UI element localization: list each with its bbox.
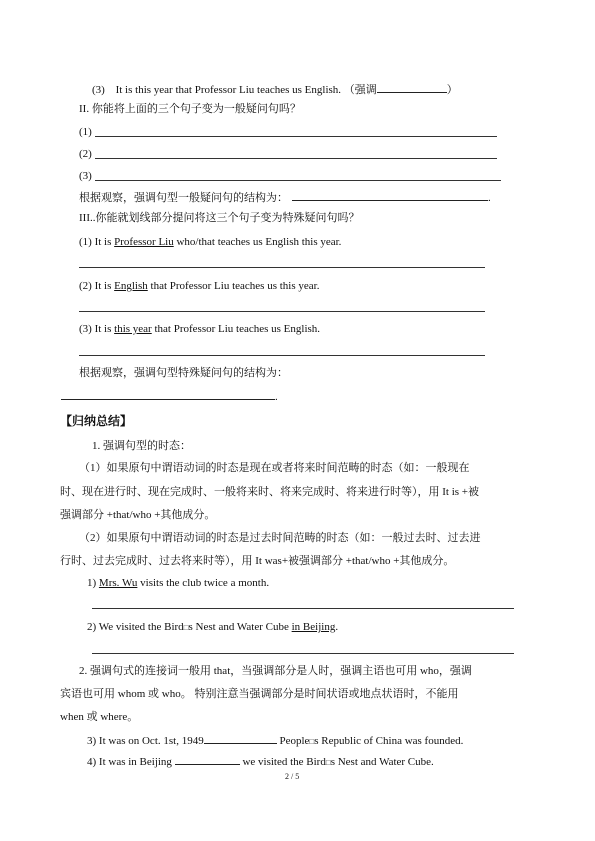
ex1-underlined: Mrs. Wu bbox=[98, 577, 138, 589]
s3-sentence-1 bbox=[79, 235, 341, 249]
s2-post: that Professor Liu teaches us this year. bbox=[147, 280, 320, 292]
structure-blank[interactable] bbox=[292, 189, 488, 201]
s3-pre: (3) It is bbox=[79, 323, 115, 335]
s3-answer-line-3[interactable] bbox=[79, 355, 485, 356]
summary-p2a: （1）如果原句中谓语动词的时态是现在或者将来时间范畴的时态（如：一般现在 bbox=[79, 462, 470, 474]
q2-item-3-label: (3) bbox=[79, 170, 92, 182]
s1-pre: (1) It is bbox=[79, 236, 115, 248]
section-2-title: II. 你能将上面的三个句子变为一般疑问句吗？ bbox=[79, 103, 301, 115]
q2-answer-line-1[interactable] bbox=[95, 136, 497, 137]
s3-answer-line-2[interactable] bbox=[79, 311, 485, 312]
summary-p1: 1. 强调句型的时态： bbox=[92, 440, 191, 452]
ex2-underlined: in Beijing bbox=[291, 621, 336, 633]
ex2-post: . bbox=[335, 621, 339, 633]
q2-item-2-label: (2) bbox=[79, 148, 92, 160]
s3-sentence-2 bbox=[79, 279, 319, 293]
summary-p4c: when 或 where。 bbox=[60, 711, 139, 723]
ex4-end: s Nest and Water Cube. bbox=[330, 756, 434, 768]
missing-glyph-box: □ bbox=[309, 737, 315, 746]
s3-underlined: this year bbox=[114, 323, 152, 335]
s3-sentence-3 bbox=[79, 322, 320, 336]
sentence-3 bbox=[92, 81, 458, 97]
section-3-title: III..你能就划线部分提问将这三个句子变为特殊疑问句吗？ bbox=[79, 212, 360, 224]
ex4-mid: we visited the Bird bbox=[239, 756, 326, 768]
q2-answer-line-2[interactable] bbox=[95, 158, 497, 159]
summary-p3a: （2）如果原句中谓语动词的时态是过去时间范畴的时态（如：一般过去时、过去进 bbox=[79, 532, 481, 544]
ex2-pre: 2) We visited the Bird bbox=[87, 621, 184, 633]
example-1-answer-line[interactable] bbox=[92, 608, 514, 609]
ex1-pre: 1) bbox=[87, 577, 99, 589]
answer-blank[interactable] bbox=[377, 81, 447, 93]
sentence-text: It is this year that Professor Liu teaches us English. bbox=[115, 84, 342, 96]
ex4-blank[interactable] bbox=[175, 753, 240, 765]
ex1-post: visits the club twice a month. bbox=[137, 577, 270, 589]
ex3-blank[interactable] bbox=[204, 732, 277, 744]
s3-answer-line-1[interactable] bbox=[79, 267, 485, 268]
s3-observe: 根据观察，强调句型特殊疑问句的结构为： bbox=[79, 367, 288, 379]
summary-p4a: 2. 强调句式的连接词一般用 that，当强调部分是人时，强调主语也可用 who，强调 bbox=[79, 665, 472, 677]
item-number: (3) bbox=[92, 84, 105, 96]
s1-underlined: Professor Liu bbox=[114, 236, 174, 248]
example-2 bbox=[87, 620, 338, 635]
ex3-end: s Republic of China was founded. bbox=[314, 735, 464, 747]
summary-heading: 【归纳总结】 bbox=[60, 414, 133, 428]
example-1 bbox=[87, 576, 269, 590]
s1-post: who/that teaches us English this year. bbox=[173, 236, 342, 248]
missing-glyph-box: □ bbox=[183, 623, 189, 632]
example-4 bbox=[87, 753, 434, 770]
ex2-mid: s Nest and Water Cube bbox=[188, 621, 292, 633]
summary-p4b: 宾语也可用 whom 或 who。 特别注意当强调部分是时间状语或地点状语时，不能用 bbox=[60, 688, 459, 700]
page-number: 2 / 5 bbox=[285, 772, 300, 781]
observe-text: 根据观察，强调句型一般疑问句的结构为： bbox=[79, 192, 288, 204]
s2-pre: (2) It is bbox=[79, 280, 115, 292]
summary-p2b: 时、现在进行时、现在完成时、一般将来时、将来完成时、将来进行时等），用 It is +被 bbox=[60, 486, 480, 498]
s2-underlined: English bbox=[114, 280, 148, 292]
s3-observe-line: . bbox=[61, 388, 278, 404]
q2-item-1-label: (1) bbox=[79, 126, 92, 138]
q2-answer-line-3[interactable] bbox=[95, 180, 501, 181]
summary-p2c: 强调部分 +that/who +其他成分。 bbox=[60, 509, 216, 521]
paren-open: （强调 bbox=[343, 84, 377, 96]
summary-p3b: 行时、过去完成时、过去将来时等），用 It was+被强调部分 +that/who +其他成分。 bbox=[60, 555, 455, 567]
s3-post: that Professor Liu teaches us English. bbox=[151, 323, 321, 335]
example-3 bbox=[87, 732, 463, 749]
q2-observe: 根据观察，强调句型一般疑问句的结构为： . bbox=[79, 189, 491, 205]
example-2-answer-line[interactable] bbox=[92, 653, 514, 654]
ex3-post: People bbox=[276, 735, 310, 747]
ex4-pre: 4) It was in Beijing bbox=[87, 756, 175, 768]
paren-close: ） bbox=[446, 84, 458, 96]
missing-glyph-box: □ bbox=[325, 758, 331, 767]
structure-blank-2[interactable] bbox=[61, 388, 275, 400]
ex3-pre: 3) It was on Oct. 1st, 1949 bbox=[87, 735, 204, 747]
